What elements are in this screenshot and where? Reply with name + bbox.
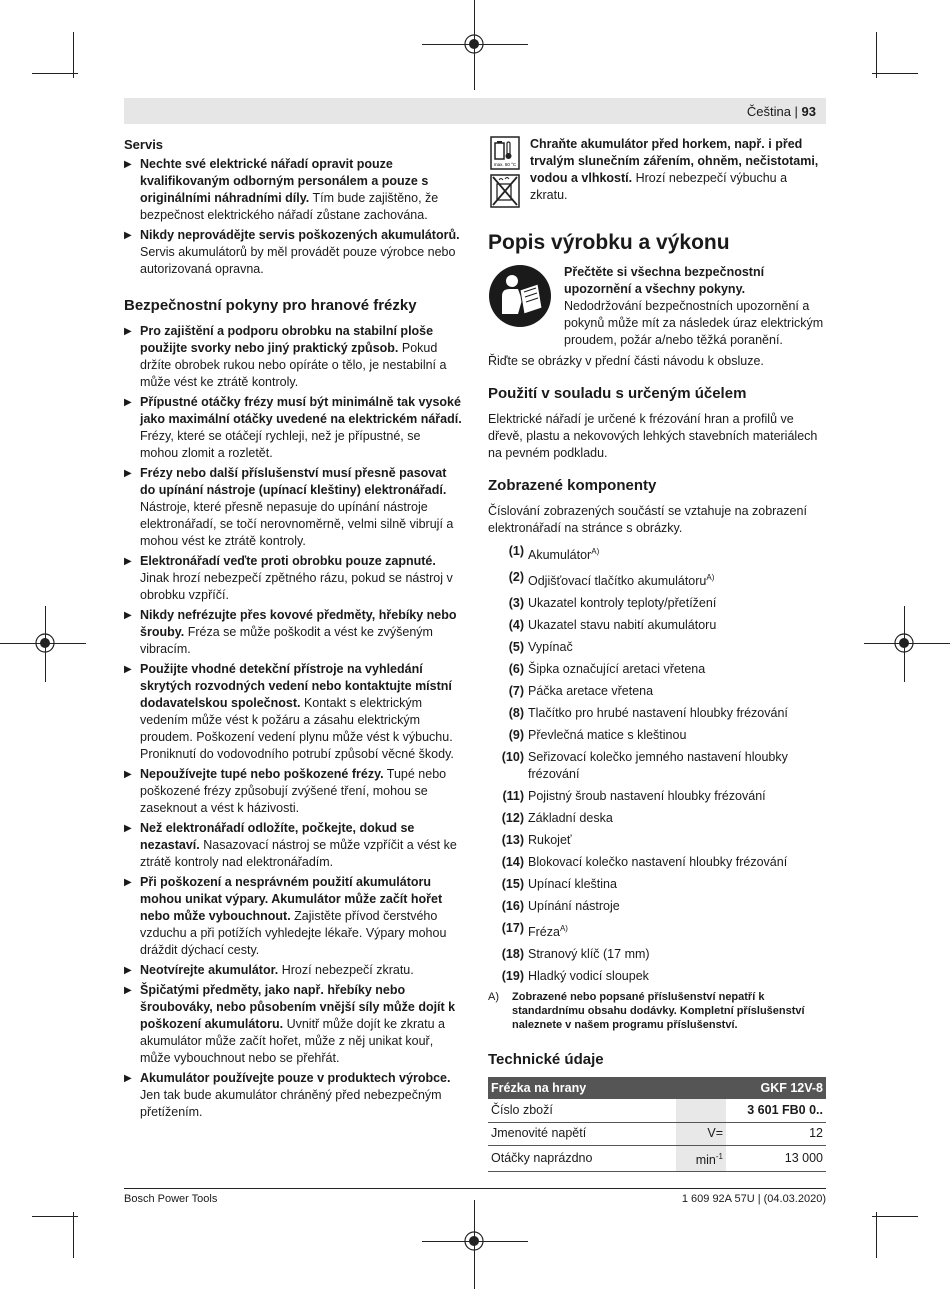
bullet-item [124,227,462,278]
footer-divider [124,1188,826,1189]
servis-title: Servis [124,137,164,152]
bullet-text: Uvnitř může dojít ke zkratu a akumulátor může začít hořet, může z něj unikat kouř, může vybouchnout nebo se přehřát. [140,1017,445,1065]
component-label-text: Ukazatel kontroly teploty/přetížení [528,596,717,611]
component-item [488,727,826,744]
component-number: (18) [501,947,524,962]
bullet-text: Nasazovací nástroj se může vzpříčit a vést ke ztrátě kontroly nad elektronářadím. [140,838,457,869]
component-label [528,749,826,783]
component-item [488,788,826,805]
bullet-bold: Frézy nebo další příslušenství musí přesně pasovat do upínání nástroje (upínací kleštiny) elektronářadí. [140,466,447,497]
component-number: (1) [508,544,524,558]
components-note [488,990,826,1032]
component-footnote: A) [706,573,715,583]
component-label-text: Fréza [528,925,560,940]
component-label [528,595,826,612]
bullet-item [124,874,462,959]
component-label [528,810,826,827]
component-label-text: Páčka aretace vřetena [528,684,654,699]
crop-mark [876,32,877,78]
component-label-text: Blokovací kolečko nastavení hloubky frézování [528,855,788,870]
read-bold: Přečtěte si všechna bezpečnostní upozornění a všechny pokyny. [564,265,765,296]
component-label-text: Hladký vodicí sloupek [528,969,649,984]
registration-mark-icon [32,630,58,656]
component-item [488,946,826,963]
bullet-bold: Nechte své elektrické nářadí opravit pouze kvalifikovaným odborným personálem a pouze s originálními náhradními díly. [140,157,429,205]
bullet-item [124,156,462,224]
crop-mark [73,1212,74,1258]
component-label [528,854,826,871]
heat-warning-text [530,136,826,208]
read-manual-icon [488,264,552,328]
component-footnote: A) [559,924,568,934]
crop-mark [32,73,78,74]
component-item [488,705,826,722]
tech-header-model: GKF 12V-8 [726,1077,826,1099]
component-item [488,683,826,700]
bullet-bold: Elektronářadí veďte proti obrobku pouze zapnuté. [140,554,436,568]
tech-row-label: Otáčky naprázdno [488,1145,676,1171]
heat-icon-label: max. 50 °C [493,162,517,167]
bullet-text: Frézy, které se otáčejí rychleji, než je přípustné, se mohou zlomit a rozletět. [140,429,421,460]
components-title: Zobrazené komponenty [488,477,657,494]
crop-mark [872,1216,918,1217]
component-item [488,898,826,915]
crop-mark [872,73,918,74]
usage-title: Použití v souladu s určeným účelem [488,385,747,402]
component-number: (19) [501,969,524,984]
bullet-bold: Použijte vhodné detekční přístroje na vyhledání skrytých rozvodných vedení nebo kontaktujte místní dodavatelskou společnost. [140,662,452,710]
component-label-text: Ukazatel stavu nabití akumulátoru [528,618,717,633]
component-number: (8) [508,706,524,721]
component-label [528,661,826,678]
bullet-text: Servis akumulátorů by měl provádět pouze výrobce nebo autorizovaná opravna. [140,245,456,276]
bullet-bold: Než elektronářadí odložíte, počkejte, dokud se nezastaví. [140,821,415,852]
bullet-item [124,661,462,763]
component-item [488,617,826,634]
bullet-bold: Pro zajištění a podporu obrobku na stabilní ploše použijte svorky nebo jiný praktický způsob. [140,324,434,355]
bullet-text: Zajistěte přívod čerstvého vzduchu a při potížích vyhledejte lékaře. Výpary mohou dráždit dýchací cesty. [140,909,447,957]
component-number: (7) [508,684,524,699]
bullet-text: Hrozí nebezpečí zkratu. [278,963,414,977]
header-language: Čeština [746,104,791,119]
bullet-text: Jen tak bude akumulátor chráněný před nebezpečným přetížením. [140,1088,442,1119]
bullet-text: Jinak hrozí nebezpečí zpětného rázu, pokud se nástroj v obrobku vzpříčí. [140,571,453,602]
tech-header-label: Frézka na hrany [488,1077,726,1099]
component-number: (3) [508,596,524,611]
component-label [528,946,826,963]
component-number: (16) [501,899,524,914]
component-label-text: Odjišťovací tlačítko akumulátoru [528,574,707,589]
tech-table-header [488,1077,826,1099]
component-label [528,832,826,849]
registration-mark-icon [461,1228,487,1254]
component-label-text: Upínání nástroje [528,899,620,914]
component-label-text: Převlečná matice s kleštinou [528,728,687,743]
component-item [488,569,826,590]
component-number: (11) [502,789,524,804]
heat-warning-bold: Chraňte akumulátor před horkem, např. i před trvalým slunečním zářením, ohněm, nečistotami, vodou a vlhkostí. [530,137,819,185]
component-label-text: Rukojeť [528,833,572,848]
page-header [124,98,826,124]
component-item [488,810,826,827]
tech-row-label: Jmenovité napětí [488,1122,676,1145]
component-label [528,683,826,700]
bullet-bold: Neotvírejte akumulátor. [140,963,279,977]
battery-heat-icon [490,136,520,170]
bullet-bold: Přípustné otáčky frézy musí být minimálně tak vysoké jako maximální otáčky uvedené na elektrickém nářadí. [140,395,462,426]
tech-row-value: 13 000 [726,1145,826,1171]
component-label [528,898,826,915]
bullet-bold: Nepoužívejte tupé nebo poškozené frézy. [140,767,384,781]
component-label [528,788,826,805]
crop-mark [32,1216,78,1217]
component-label-text: Tlačítko pro hrubé nastavení hloubky frézování [528,706,788,721]
component-number: (5) [508,640,524,655]
left-column [124,136,462,1124]
component-item [488,920,826,941]
component-number: (17) [501,921,524,936]
tech-row-unit-sup: -1 [715,1151,723,1161]
component-label [528,968,826,985]
component-label-text: Pojistný šroub nastavení hloubky frézování [528,789,766,804]
component-label-text: Upínací kleština [528,877,617,892]
bullet-text: Tupé nebo poškozené frézy způsobují zvýšené tření, mohou se zaseknout a vést k házivosti. [140,767,447,815]
footer-docnum: 1 609 92A 57U | (04.03.2020) [681,1193,826,1205]
heat-warning-rest: Hrozí nebezpečí výbuchu a zkratu. [530,171,788,202]
component-number: (2) [508,570,524,585]
bullet-item [124,1070,462,1121]
component-number: (6) [508,662,524,677]
components-intro: Číslování zobrazených součástí se vztahuje na zobrazení elektronářadí na stránce s obrázky. [488,504,807,535]
header-text: Čeština | 93 [746,104,816,119]
component-footnote: A) [591,547,600,556]
bullet-bold: Při poškození a nesprávném použití akumulátoru mohou unikat výpary. Akumulátor může začít hořet nebo může vybouchnout. [140,875,443,923]
tech-row-unit [676,1145,726,1171]
heat-warning [488,136,826,208]
page-number: 93 [801,104,816,119]
bullet-text: Kontakt s elektrickým vedením může vést k požáru a zásahu elektrickým proudem. Poškození vedení plynu může vést k výbuchu. Proniknutí do vodovodního potrubí způsobí věcné škody. [140,696,454,761]
bullet-bold: Špičatými předměty, jako např. hřebíky nebo šroubováky, nebo působením vnější síly může dojít k poškození akumulátoru. [140,983,456,1031]
tech-table-row [488,1099,826,1122]
component-label [528,705,826,722]
warning-icons [488,136,520,208]
read-instructions [488,264,826,349]
component-label [528,876,826,893]
tech-row-value: 3 601 FB0 0.. [726,1099,826,1122]
component-label [528,543,826,564]
crop-mark [73,32,74,78]
component-label [528,920,826,941]
component-number: (9) [508,728,524,743]
bullet-bold: Akumulátor používejte pouze v produktech výrobce. [140,1071,451,1085]
component-label-text: Akumulátor [528,548,592,563]
bullet-item [124,766,462,817]
bullet-item [124,607,462,658]
battery-water-crossed-icon [490,174,520,208]
component-item [488,595,826,612]
bullet-bold: Nikdy neprovádějte servis poškozených akumulátorů. [140,228,460,242]
servis-list [124,156,462,278]
usage-text: Elektrické nářadí je určené k frézování hran a profilů ve dřevě, plastu a nekovových lehkých stavebních materiálech na pevném podkladu. [488,412,818,460]
component-number: (13) [501,833,524,848]
registration-mark-icon [461,31,487,57]
bullet-bold: Nikdy nefrézujte přes kovové předměty, hřebíky nebo šrouby. [140,608,457,639]
component-label-text: Základní deska [528,811,613,826]
bullet-item [124,465,462,550]
component-item [488,749,826,783]
tech-row-unit [676,1099,726,1122]
note-text: Zobrazené nebo popsané příslušenství nepatří k standardnímu obsahu dodávky. Kompletní příslušenství naleznete v našem programu příslušenství. [512,991,805,1032]
bullet-item [124,323,462,391]
bullet-text: Nástroje, které přesně nepasuje do upínání nástroje elektronářadí, se točí nerovnoměrně, velmi silně vibrují a mohou vést ke ztrátě kontroly. [140,500,454,548]
component-item [488,968,826,985]
bullet-item [124,820,462,871]
component-number: (15) [501,877,524,892]
read-instructions-text [564,264,826,349]
component-item [488,854,826,871]
tech-row-value: 12 [726,1122,826,1145]
component-item [488,832,826,849]
component-label-text: Vypínač [528,640,573,655]
figures-text: Řiďte se obrázky v přední části návodu k obsluze. [488,354,764,368]
component-item [488,876,826,893]
bullet-item [124,394,462,462]
tech-table [488,1077,826,1172]
component-number: (14) [501,855,524,870]
read-rest: Nedodržování bezpečnostních upozornění a pokynů může mít za následek úraz elektrickým proudem, požár a/nebo těžká poranění. [564,299,824,347]
component-number: (10) [501,750,524,765]
component-label-text: Šipka označující aretaci vřetena [528,662,706,677]
crop-mark [876,1212,877,1258]
component-item [488,543,826,564]
component-label [528,727,826,744]
tech-table-row [488,1122,826,1145]
safety-list [124,323,462,1121]
component-item [488,661,826,678]
bullet-item [124,982,462,1067]
component-number: (12) [501,811,524,826]
bullet-text: Pokud držíte obrobek rukou nebo opíráte o tělo, je nestabilní a může vést ke ztrátě kontroly. [140,341,447,389]
tech-table-row [488,1145,826,1171]
safety-title: Bezpečnostní pokyny pro hranové frézky [124,297,417,314]
component-label [528,639,826,656]
component-label-text: Stranový klíč (17 mm) [528,947,650,962]
tech-row-unit-text: V= [707,1126,723,1141]
product-title: Popis výrobku a výkonu [488,231,730,254]
component-label [528,569,826,590]
component-label-text: Seřizovací kolečko jemného nastavení hloubky frézování [528,750,788,782]
right-column [488,136,826,1172]
footer-brand: Bosch Power Tools [124,1193,218,1205]
component-label [528,617,826,634]
registration-mark-icon [891,630,917,656]
tech-row-unit [676,1122,726,1145]
bullet-text: Fréza se může poškodit a vést ke zvýšeným vibracím. [140,625,433,656]
component-number: (4) [508,618,524,633]
components-list [488,543,826,985]
tech-title: Technické údaje [488,1051,604,1069]
note-key: A) [488,991,499,1004]
bullet-text: Tím bude zajištěno, že bezpečnost elektrického nářadí zůstane zachována. [140,191,439,222]
bullet-item [124,962,462,979]
tech-row-unit-text: min [695,1153,716,1168]
component-item [488,639,826,656]
tech-row-label: Číslo zboží [488,1099,676,1122]
bullet-item [124,553,462,604]
